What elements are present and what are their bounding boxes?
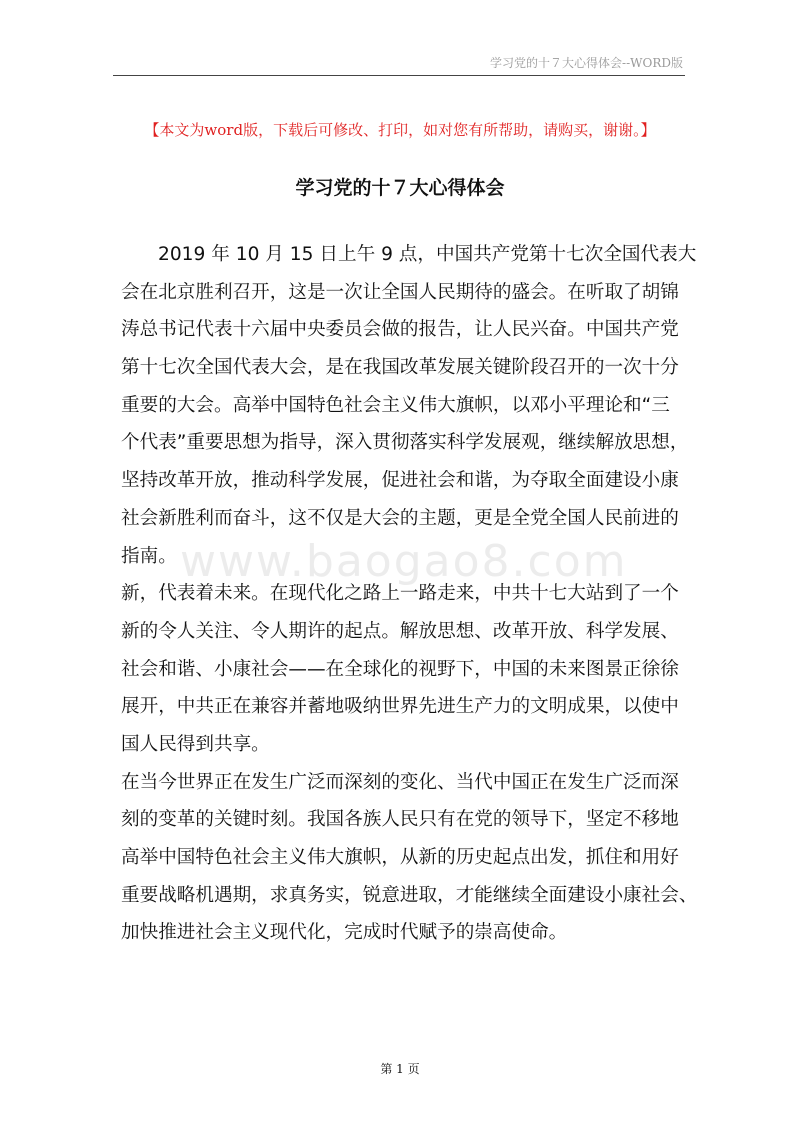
text-line: 2019 年 10 月 15 日上午 9 点，中国共产党第十七次全国代表大	[158, 244, 697, 265]
text-line: 重要战略机遇期，求真务实，锐意进取，才能继续全面建设小康社会、	[121, 884, 698, 906]
text-line: 涛总书记代表十六届中央委员会做的报告，让人民兴奋。中国共产党	[121, 319, 679, 341]
watermark: www.baogao8.com	[180, 536, 628, 587]
text-line: 个代表”重要思想为指导，深入贯彻落实科学发展观，继续解放思想，	[121, 432, 689, 454]
text-line: 社会和谐、小康社会——在全球化的视野下，中国的未来图景正徐徐	[121, 658, 679, 680]
text-line: 高举中国特色社会主义伟大旗帜，从新的历史起点出发，抓住和用好	[121, 847, 679, 868]
text-line: 新的令人关注、令人期许的起点。解放思想、改革开放、科学发展、	[121, 620, 679, 642]
text-line: 展开，中共正在兼容并蓄地吸纳世界先进生产力的文明成果，以使中	[121, 696, 679, 718]
text-line: 重要的大会。高举中国特色社会主义伟大旗帜，以邓小平理论和“三	[121, 394, 670, 416]
document-body	[121, 236, 698, 952]
paragraph	[121, 236, 697, 575]
text-line: 会在北京胜利召开，这是一次让全国人民期待的盛会。在听取了胡锦	[121, 281, 679, 303]
paragraph	[121, 764, 698, 952]
text-line: 国人民得到共享。	[121, 733, 270, 755]
header-divider	[113, 75, 685, 76]
page-header: 学习党的十７大心得体会--WORD版	[490, 56, 683, 70]
purchase-notice: 【本文为word版，下载后可修改、打印，如对您有所帮助，请购买，谢谢。】	[144, 121, 656, 139]
document-title: 学习党的十７大心得体会	[295, 177, 505, 199]
text-line: 在当今世界正在发生广泛而深刻的变化、当代中国正在发生广泛而深	[121, 771, 679, 793]
text-line: 坚持改革开放，推动科学发展，促进社会和谐，为夺取全面建设小康	[121, 470, 679, 492]
text-line: 指南。	[121, 545, 177, 567]
text-line: 刻的变革的关键时刻。我国各族人民只有在党的领导下，坚定不移地	[121, 809, 679, 831]
text-line: 新，代表着未来。在现代化之路上一路走来，中共十七大站到了一个	[121, 583, 679, 605]
text-line: 社会新胜利而奋斗，这不仅是大会的主题，更是全党全国人民前进的	[121, 507, 679, 529]
paragraph	[121, 575, 691, 763]
text-line: 加快推进社会主义现代化，完成时代赋予的崇高使命。	[121, 922, 568, 944]
text-line: 第十七次全国代表大会，是在我国改革发展关键阶段召开的一次十分	[121, 357, 679, 379]
page-number: 第 1 页	[380, 1062, 420, 1076]
